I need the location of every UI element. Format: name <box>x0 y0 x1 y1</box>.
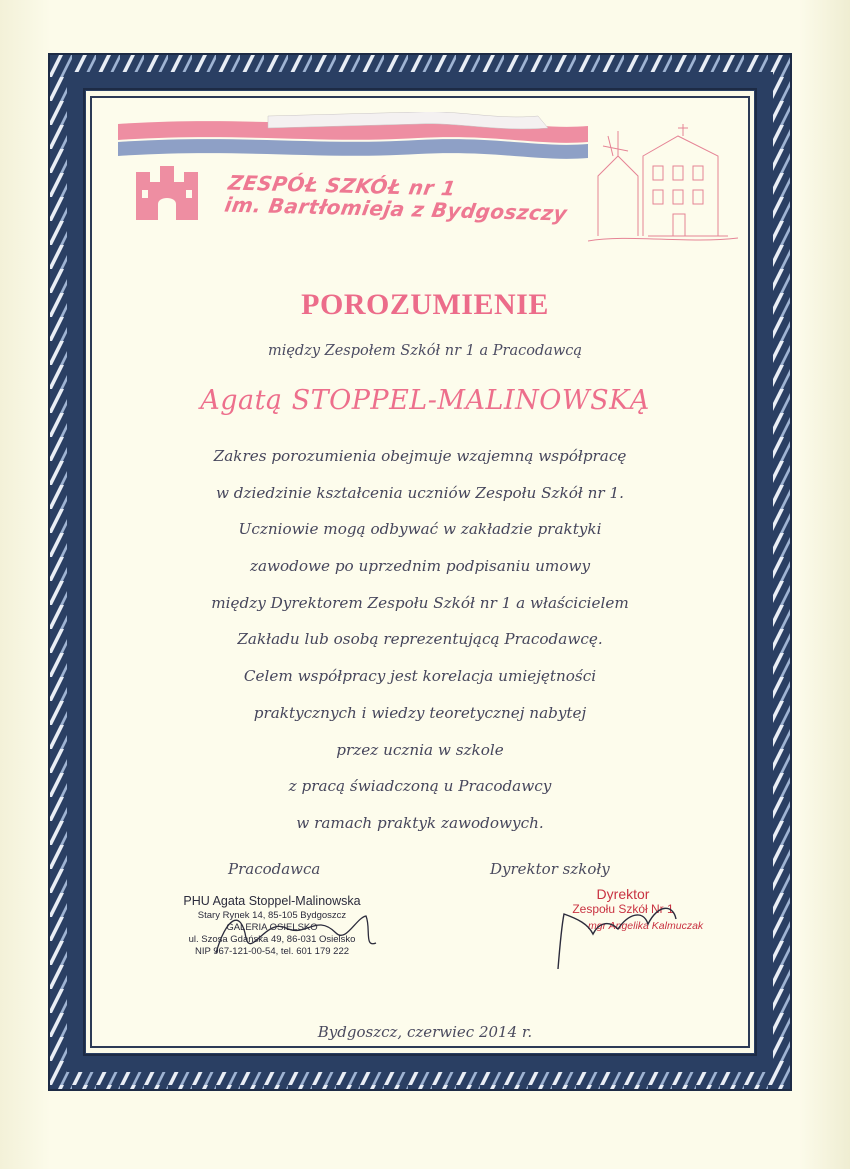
body-line: przez ucznia w szkole <box>336 740 504 759</box>
school-building-sketch <box>588 116 738 246</box>
body-line: praktycznych i wiedzy teoretycznej nabytej <box>253 703 587 722</box>
school-name-line1: ZESPÓŁ SZKÓŁ nr 1 <box>226 170 458 201</box>
recipient-name: Agatą STOPPEL-MALINOWSKĄ <box>200 385 650 416</box>
body-line: Zakres porozumienia obejmuje wzajemną współpracę <box>213 447 627 465</box>
director-stamp-line: Zespołu Szkół Nr 1 <box>572 902 674 916</box>
employer-stamp-line: PHU Agata Stoppel-Malinowska <box>183 894 361 908</box>
body-line: w ramach praktyk zawodowych. <box>296 813 544 832</box>
school-name <box>223 172 573 225</box>
body-line: Zakładu lub osobą reprezentującą Pracodawcę. <box>237 630 603 649</box>
body-line: między Dyrektorem Zespołu Szkół nr 1 a właścicielem <box>211 593 629 612</box>
director-stamp <box>548 886 704 932</box>
body-line: Celem współpracy jest korelacja umiejętności <box>243 667 597 686</box>
employer-stamp-line: GALERIA OSIELSKO <box>226 922 318 933</box>
school-name-line2: im. Bartłomieja z Bydgoszczy <box>222 192 570 226</box>
city-coat-of-arms-icon <box>132 164 202 222</box>
director-label: Dyrektor szkoły <box>490 860 610 878</box>
director-stamp-line: mgr Angelika Kalmuczak <box>588 920 704 932</box>
director-stamp-line: Dyrektor <box>596 886 650 902</box>
school-header <box>118 112 738 252</box>
body-line: zawodowe po uprzednim podpisaniu umowy <box>249 557 591 576</box>
body-line: Uczniowie mogą odbywać w zakładzie praktyki <box>238 520 602 539</box>
body-line: z pracą świadczoną u Pracodawcy <box>288 777 552 796</box>
agreement-body <box>110 442 730 846</box>
employer-stamp <box>172 894 372 957</box>
employer-stamp-line: Stary Rynek 14, 85-105 Bydgoszcz <box>197 910 347 921</box>
employer-stamp-line: NIP 967-121-00-54, tel. 601 179 222 <box>194 946 350 957</box>
employer-stamp-line: ul. Szosa Gdańska 49, 86-031 Osielsko <box>188 934 356 945</box>
employer-label: Pracodawca <box>228 860 321 878</box>
body-line: w dziedzinie kształcenia uczniów Zespołu Szkół nr 1. <box>215 483 625 502</box>
document-title: POROZUMIENIE <box>301 288 549 321</box>
place-and-date: Bydgoszcz, czerwiec 2014 r. <box>317 1023 533 1041</box>
document-subtitle: między Zespołem Szkół nr 1 a Pracodawcą <box>267 343 583 359</box>
